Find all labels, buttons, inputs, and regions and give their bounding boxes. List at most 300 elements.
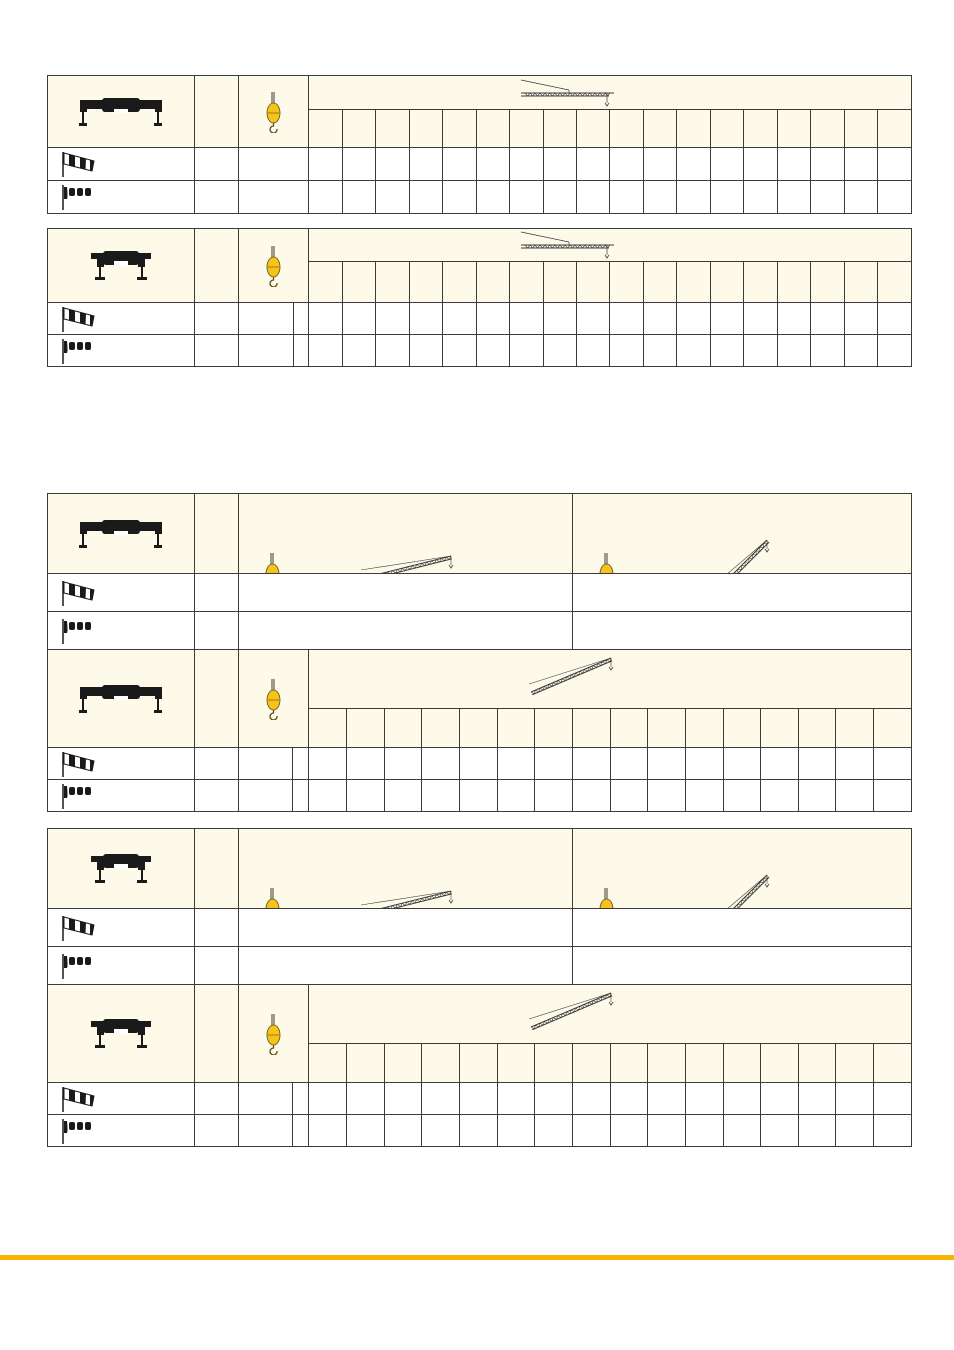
radius-header-cell <box>798 1044 836 1083</box>
radius-header-cell <box>744 110 777 148</box>
load-value-cell <box>643 148 676 181</box>
header-blank-cell <box>195 494 239 574</box>
luffing-shallow-header <box>239 829 573 909</box>
radius-header-cell <box>459 709 497 748</box>
load-value-cell <box>476 303 509 335</box>
load-value-cell <box>798 748 836 780</box>
shallow-luffing-jib-icon <box>527 985 619 1043</box>
load-value-cell <box>723 780 761 812</box>
load-value-cell <box>476 335 509 367</box>
load-value-cell <box>309 1083 347 1115</box>
load-value-cell <box>874 780 912 812</box>
windsock-low-wind-icon <box>60 183 96 211</box>
load-chart-table-4 <box>47 828 912 1147</box>
load-value-cell <box>342 303 375 335</box>
radius-header-cell <box>309 1044 347 1083</box>
radius-header-cell <box>572 709 610 748</box>
radius-header-cell <box>384 709 422 748</box>
windsock-high-wind-icon <box>60 1085 96 1113</box>
load-chart-table-3 <box>47 493 912 812</box>
load-value-cell <box>643 335 676 367</box>
load-value-cell <box>459 748 497 780</box>
header-blank-cell <box>195 829 239 909</box>
radius-header-cell <box>610 709 648 748</box>
load-value-cell <box>543 148 576 181</box>
load-value-cell <box>761 780 799 812</box>
radius-header-cell <box>422 1044 460 1083</box>
wind-high-cell <box>48 303 195 335</box>
load-value-cell <box>459 1115 497 1147</box>
load-value-cell <box>744 181 777 214</box>
crane-hook-icon <box>266 678 282 720</box>
load-value-cell <box>874 1083 912 1115</box>
hook-column-divider <box>293 335 294 366</box>
data-cell <box>195 1115 239 1147</box>
load-value-cell <box>685 748 723 780</box>
radius-header-cell <box>643 110 676 148</box>
load-value-cell <box>648 748 686 780</box>
data-cell <box>239 612 573 650</box>
load-value-cell <box>309 335 342 367</box>
load-value-cell <box>677 181 710 214</box>
load-value-cell <box>376 303 409 335</box>
wind-high-cell <box>48 1083 195 1115</box>
windsock-high-wind-icon <box>60 305 96 333</box>
outrigger-cell <box>48 985 195 1083</box>
load-value-cell <box>836 1083 874 1115</box>
load-value-cell <box>811 303 844 335</box>
data-cell <box>195 748 239 780</box>
load-value-cell <box>309 148 342 181</box>
jib-diagram-cell <box>309 229 912 262</box>
windsock-low-wind-icon <box>60 337 96 365</box>
outrigger-base-icon <box>78 94 164 130</box>
radius-header-cell <box>409 262 442 303</box>
crane-hook-icon <box>599 552 615 574</box>
wind-high-cell <box>48 909 195 947</box>
data-cell <box>195 181 239 214</box>
outrigger-cell <box>48 76 195 148</box>
jib-diagram-cell <box>309 650 912 709</box>
load-value-cell <box>342 148 375 181</box>
load-value-cell <box>576 303 609 335</box>
load-value-cell <box>836 780 874 812</box>
load-value-cell <box>610 303 643 335</box>
radius-header-cell <box>844 262 877 303</box>
data-cell <box>293 780 309 812</box>
radius-header-cell <box>346 709 384 748</box>
wind-low-cell <box>48 612 195 650</box>
radius-header-cell <box>844 110 877 148</box>
radius-header-cell <box>543 110 576 148</box>
load-value-cell <box>744 303 777 335</box>
load-value-cell <box>648 1115 686 1147</box>
load-value-cell <box>677 148 710 181</box>
crane-hook-icon <box>266 245 282 287</box>
steep-luffing-jib-icon <box>697 869 777 909</box>
radius-header-cell <box>878 262 912 303</box>
data-cell <box>195 612 239 650</box>
windsock-high-wind-icon <box>60 150 96 178</box>
data-cell <box>572 947 911 985</box>
data-cell <box>239 303 309 335</box>
load-value-cell <box>777 303 810 335</box>
hook-cell <box>239 76 309 148</box>
crane-hook-icon <box>266 91 282 133</box>
load-value-cell <box>836 1115 874 1147</box>
load-value-cell <box>346 1083 384 1115</box>
load-value-cell <box>878 335 912 367</box>
radius-header-cell <box>543 262 576 303</box>
load-value-cell <box>798 780 836 812</box>
load-value-cell <box>610 1083 648 1115</box>
header-blank-cell <box>195 229 239 303</box>
data-cell <box>239 574 573 612</box>
load-value-cell <box>798 1115 836 1147</box>
load-value-cell <box>643 303 676 335</box>
data-cell <box>195 335 239 367</box>
outrigger-base-icon <box>78 516 164 552</box>
load-value-cell <box>309 181 342 214</box>
footer-accent-rule <box>0 1255 954 1260</box>
load-value-cell <box>309 303 342 335</box>
data-cell <box>195 909 239 947</box>
header-blank-cell <box>195 985 239 1083</box>
load-value-cell <box>648 780 686 812</box>
radius-header-cell <box>685 1044 723 1083</box>
wind-high-cell <box>48 574 195 612</box>
crane-hook-icon <box>266 1013 282 1055</box>
load-value-cell <box>543 303 576 335</box>
load-value-cell <box>844 335 877 367</box>
luffing-shallow-header <box>239 494 573 574</box>
crane-hook-icon <box>265 887 281 909</box>
radius-header-cell <box>376 110 409 148</box>
windsock-low-wind-icon <box>60 952 96 980</box>
radius-header-cell <box>535 709 573 748</box>
header-blank-cell <box>195 76 239 148</box>
crane-hook-icon <box>265 552 281 574</box>
radius-header-cell <box>510 262 543 303</box>
load-value-cell <box>384 1083 422 1115</box>
steep-luffing-jib-icon <box>697 534 777 574</box>
load-value-cell <box>677 303 710 335</box>
windsock-high-wind-icon <box>60 914 96 942</box>
load-value-cell <box>510 335 543 367</box>
load-value-cell <box>309 780 347 812</box>
load-value-cell <box>510 181 543 214</box>
load-value-cell <box>309 1115 347 1147</box>
load-value-cell <box>476 148 509 181</box>
radius-header-cell <box>309 709 347 748</box>
radius-header-cell <box>443 110 476 148</box>
load-value-cell <box>384 748 422 780</box>
radius-header-cell <box>497 1044 535 1083</box>
load-value-cell <box>409 303 442 335</box>
outrigger-base-icon <box>89 1015 153 1053</box>
radius-header-cell <box>309 110 342 148</box>
load-value-cell <box>346 1115 384 1147</box>
shallow-luffing-jib-icon <box>359 883 459 909</box>
radius-header-cell <box>643 262 676 303</box>
load-value-cell <box>878 148 912 181</box>
load-value-cell <box>836 748 874 780</box>
load-value-cell <box>443 303 476 335</box>
header-blank-cell <box>195 650 239 748</box>
load-value-cell <box>409 181 442 214</box>
load-value-cell <box>878 181 912 214</box>
load-chart-table-2 <box>47 228 912 367</box>
windsock-low-wind-icon <box>60 617 96 645</box>
load-value-cell <box>409 335 442 367</box>
load-value-cell <box>443 335 476 367</box>
load-value-cell <box>610 748 648 780</box>
radius-header-cell <box>576 110 609 148</box>
load-value-cell <box>346 748 384 780</box>
data-cell <box>239 1083 293 1115</box>
load-value-cell <box>576 148 609 181</box>
load-value-cell <box>572 748 610 780</box>
load-value-cell <box>878 303 912 335</box>
data-cell <box>195 303 239 335</box>
load-value-cell <box>610 148 643 181</box>
data-cell <box>239 780 293 812</box>
radius-header-cell <box>409 110 442 148</box>
crane-hook-icon <box>599 887 615 909</box>
radius-header-cell <box>761 709 799 748</box>
radius-header-cell <box>723 1044 761 1083</box>
load-value-cell <box>459 780 497 812</box>
luffing-steep-header <box>572 494 911 574</box>
data-cell <box>293 1115 309 1147</box>
load-value-cell <box>844 303 877 335</box>
radius-header-cell <box>648 709 686 748</box>
data-cell <box>239 748 293 780</box>
radius-header-cell <box>874 1044 912 1083</box>
outrigger-cell <box>48 229 195 303</box>
data-cell <box>293 1083 309 1115</box>
load-value-cell <box>510 303 543 335</box>
load-value-cell <box>376 335 409 367</box>
load-value-cell <box>422 780 460 812</box>
load-value-cell <box>761 1083 799 1115</box>
load-value-cell <box>874 1115 912 1147</box>
windsock-low-wind-icon <box>60 782 96 810</box>
radius-header-cell <box>497 709 535 748</box>
data-cell <box>239 909 573 947</box>
load-value-cell <box>497 1083 535 1115</box>
radius-header-cell <box>476 110 509 148</box>
radius-header-cell <box>476 262 509 303</box>
wind-low-cell <box>48 335 195 367</box>
shallow-luffing-jib-icon <box>359 548 459 574</box>
data-cell <box>195 1083 239 1115</box>
radius-header-cell <box>384 1044 422 1083</box>
load-value-cell <box>572 1115 610 1147</box>
data-cell <box>239 148 309 181</box>
load-value-cell <box>497 1115 535 1147</box>
radius-header-cell <box>376 262 409 303</box>
outrigger-base-icon <box>78 681 164 717</box>
radius-header-cell <box>836 1044 874 1083</box>
radius-header-cell <box>677 262 710 303</box>
hook-cell <box>239 229 309 303</box>
load-value-cell <box>443 181 476 214</box>
load-value-cell <box>643 181 676 214</box>
data-cell <box>239 335 309 367</box>
load-value-cell <box>476 181 509 214</box>
load-value-cell <box>777 181 810 214</box>
radius-header-cell <box>443 262 476 303</box>
load-value-cell <box>710 303 743 335</box>
wind-high-cell <box>48 148 195 181</box>
radius-header-cell <box>610 110 643 148</box>
load-value-cell <box>710 181 743 214</box>
jib-diagram-cell <box>309 76 912 110</box>
load-value-cell <box>874 748 912 780</box>
load-value-cell <box>346 780 384 812</box>
data-cell <box>195 780 239 812</box>
load-value-cell <box>443 148 476 181</box>
outrigger-cell <box>48 650 195 748</box>
radius-header-cell <box>744 262 777 303</box>
data-cell <box>195 148 239 181</box>
jib-diagram-cell <box>309 985 912 1044</box>
shallow-luffing-jib-icon <box>527 650 619 708</box>
horizontal-jib-crane-icon <box>519 230 619 260</box>
wind-low-cell <box>48 947 195 985</box>
radius-header-cell <box>710 110 743 148</box>
load-value-cell <box>744 335 777 367</box>
load-value-cell <box>384 780 422 812</box>
data-cell <box>293 748 309 780</box>
radius-header-cell <box>874 709 912 748</box>
load-chart-table-1 <box>47 75 912 214</box>
radius-header-cell <box>572 1044 610 1083</box>
load-value-cell <box>459 1083 497 1115</box>
load-value-cell <box>376 148 409 181</box>
load-value-cell <box>811 148 844 181</box>
load-value-cell <box>710 335 743 367</box>
windsock-high-wind-icon <box>60 579 96 607</box>
load-value-cell <box>543 335 576 367</box>
load-value-cell <box>744 148 777 181</box>
load-value-cell <box>723 1115 761 1147</box>
data-cell <box>195 947 239 985</box>
radius-header-cell <box>346 1044 384 1083</box>
data-cell <box>239 947 573 985</box>
load-value-cell <box>761 748 799 780</box>
load-value-cell <box>723 748 761 780</box>
load-value-cell <box>572 1083 610 1115</box>
radius-header-cell <box>535 1044 573 1083</box>
load-value-cell <box>811 181 844 214</box>
load-value-cell <box>685 780 723 812</box>
load-value-cell <box>535 748 573 780</box>
load-value-cell <box>844 148 877 181</box>
hook-cell <box>239 650 309 748</box>
load-value-cell <box>422 1115 460 1147</box>
load-value-cell <box>610 181 643 214</box>
load-value-cell <box>497 780 535 812</box>
wind-low-cell <box>48 780 195 812</box>
load-value-cell <box>342 335 375 367</box>
load-value-cell <box>685 1115 723 1147</box>
radius-header-cell <box>811 262 844 303</box>
radius-header-cell <box>710 262 743 303</box>
load-value-cell <box>723 1083 761 1115</box>
radius-header-cell <box>685 709 723 748</box>
load-value-cell <box>422 748 460 780</box>
radius-header-cell <box>342 110 375 148</box>
load-value-cell <box>777 335 810 367</box>
hook-cell <box>239 985 309 1083</box>
load-value-cell <box>384 1115 422 1147</box>
luffing-steep-header <box>572 829 911 909</box>
load-value-cell <box>422 1083 460 1115</box>
load-value-cell <box>777 148 810 181</box>
load-value-cell <box>576 181 609 214</box>
load-value-cell <box>409 148 442 181</box>
load-value-cell <box>844 181 877 214</box>
data-cell <box>572 909 911 947</box>
radius-header-cell <box>723 709 761 748</box>
radius-header-cell <box>576 262 609 303</box>
load-value-cell <box>535 780 573 812</box>
load-value-cell <box>342 181 375 214</box>
load-value-cell <box>576 335 609 367</box>
outrigger-base-icon <box>89 247 153 285</box>
load-value-cell <box>610 335 643 367</box>
radius-header-cell <box>811 110 844 148</box>
radius-header-cell <box>510 110 543 148</box>
load-value-cell <box>535 1083 573 1115</box>
radius-header-cell <box>342 262 375 303</box>
hook-column-divider <box>293 303 294 334</box>
outrigger-cell <box>48 829 195 909</box>
wind-low-cell <box>48 1115 195 1147</box>
radius-header-cell <box>677 110 710 148</box>
radius-header-cell <box>777 262 810 303</box>
radius-header-cell <box>648 1044 686 1083</box>
outrigger-base-icon <box>89 850 153 888</box>
load-value-cell <box>535 1115 573 1147</box>
radius-header-cell <box>798 709 836 748</box>
load-value-cell <box>610 1115 648 1147</box>
load-value-cell <box>497 748 535 780</box>
windsock-high-wind-icon <box>60 750 96 778</box>
load-value-cell <box>610 780 648 812</box>
load-value-cell <box>798 1083 836 1115</box>
data-cell <box>239 181 309 214</box>
windsock-low-wind-icon <box>60 1117 96 1145</box>
radius-header-cell <box>878 110 912 148</box>
load-value-cell <box>811 335 844 367</box>
load-value-cell <box>376 181 409 214</box>
load-value-cell <box>648 1083 686 1115</box>
radius-header-cell <box>610 262 643 303</box>
radius-header-cell <box>459 1044 497 1083</box>
wind-high-cell <box>48 748 195 780</box>
radius-header-cell <box>309 262 342 303</box>
radius-header-cell <box>777 110 810 148</box>
data-cell <box>239 1115 293 1147</box>
radius-header-cell <box>836 709 874 748</box>
load-value-cell <box>543 181 576 214</box>
radius-header-cell <box>761 1044 799 1083</box>
load-value-cell <box>761 1115 799 1147</box>
load-value-cell <box>510 148 543 181</box>
